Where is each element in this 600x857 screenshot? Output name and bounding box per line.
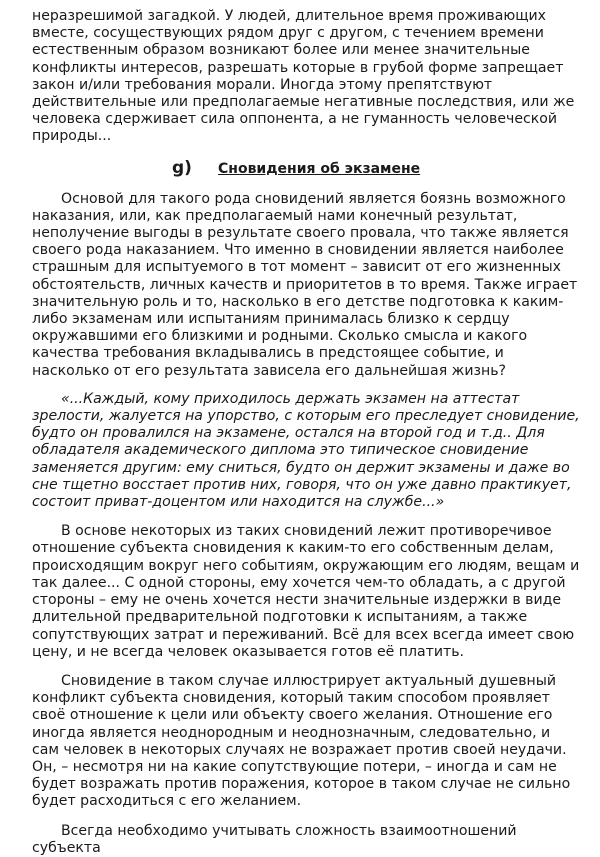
paragraph-1: Основой для такого рода сновидений является боязнь возможного наказания, или, как предполагаемый нами конечный результат, неполучение выгоды в результате своего провала, что также является своего рода наказанием. Что именно в сновидении является наиболее страшным для испытуемого в тот момент – зависит от его жизненных обстоятельств, личных качеств и приоритетов в то время. Также играет значительную роль и то, насколько в его детстве подготовка к каким-либо экзаменам или испытаниям принималась близко к сердцу окружавшими его близкими и родными. Сколько смысла и какого качества требования вкладывались в предстоящее событие, и насколько от его результата зависела его дальнейшая жизнь? (32, 190, 578, 379)
paragraph-4: Всегда необходимо учитывать сложность взаимоотношений субъекта (32, 822, 517, 856)
section-heading (32, 158, 580, 178)
document-page (32, 8, 580, 857)
paragraph-3: Сновидение в таком случае иллюстрирует актуальный душевный конфликт субъекта сновидения, который таким способом проявляет своё отношение к цели или объекту своего желания. Отношение его иногда является неоднородным и неоднозначным, следовательно, и сам человек в некоторых случаях не возражает против своей неудачи. Он, – несмотря ни на какие сопутствующие потери, – иногда и сам не будет возражать против поражения, которое в таком случае не сильно будет расходиться с его желанием. (32, 672, 571, 810)
intro-paragraph: неразрешимой загадкой. У людей, длительное время проживающих вместе, сосуществующих рядом друг с другом, с течением времени естественным образом возникают более или менее значительные конфликты интересов, разрешать которые в грубой форме запрещает закон и/или требования морали. Иногда этому препятствуют действительные или предполагаемые негативные последствия, или же человека сдерживает сила оппонента, а не гуманность человеческой природы... (32, 8, 575, 145)
paragraph-2: В основе некоторых из таких сновидений лежит противоречивое отношение субъекта сновидения к каким-то его собственным делам, происходящим вокруг него событиям, окружающим его людям, вещам и так далее... С одной стороны, ему хочется чем-то обладать, а с другой стороны – ему не очень хочется нести значительные издержки в виде длительной предварительной подготовки к испытаниям, а также сопутствующих затрат и переживаний. Всё для всех всегда имеет свою цену, и не всегда человек оказывается готов её платить. (32, 523, 580, 660)
quote-block: «...Каждый, кому приходилось держать экзамен на аттестат зрелости, жалуется на упорство, с которым его преследует сновидение, будто он провалился на экзамене, остался на второй год и т.д.. Для обладателя академического диплома это типическое сновидение заменяется другим: ему сниться, будто он держит экзамены и даже во сне тщетно восстает против них, говоря, что он уже давно практикует, состоит приват-доцентом или находится на службе...» (32, 390, 580, 511)
section-title: Сновидения об экзамене (218, 160, 421, 177)
section-letter: g) (172, 157, 192, 178)
